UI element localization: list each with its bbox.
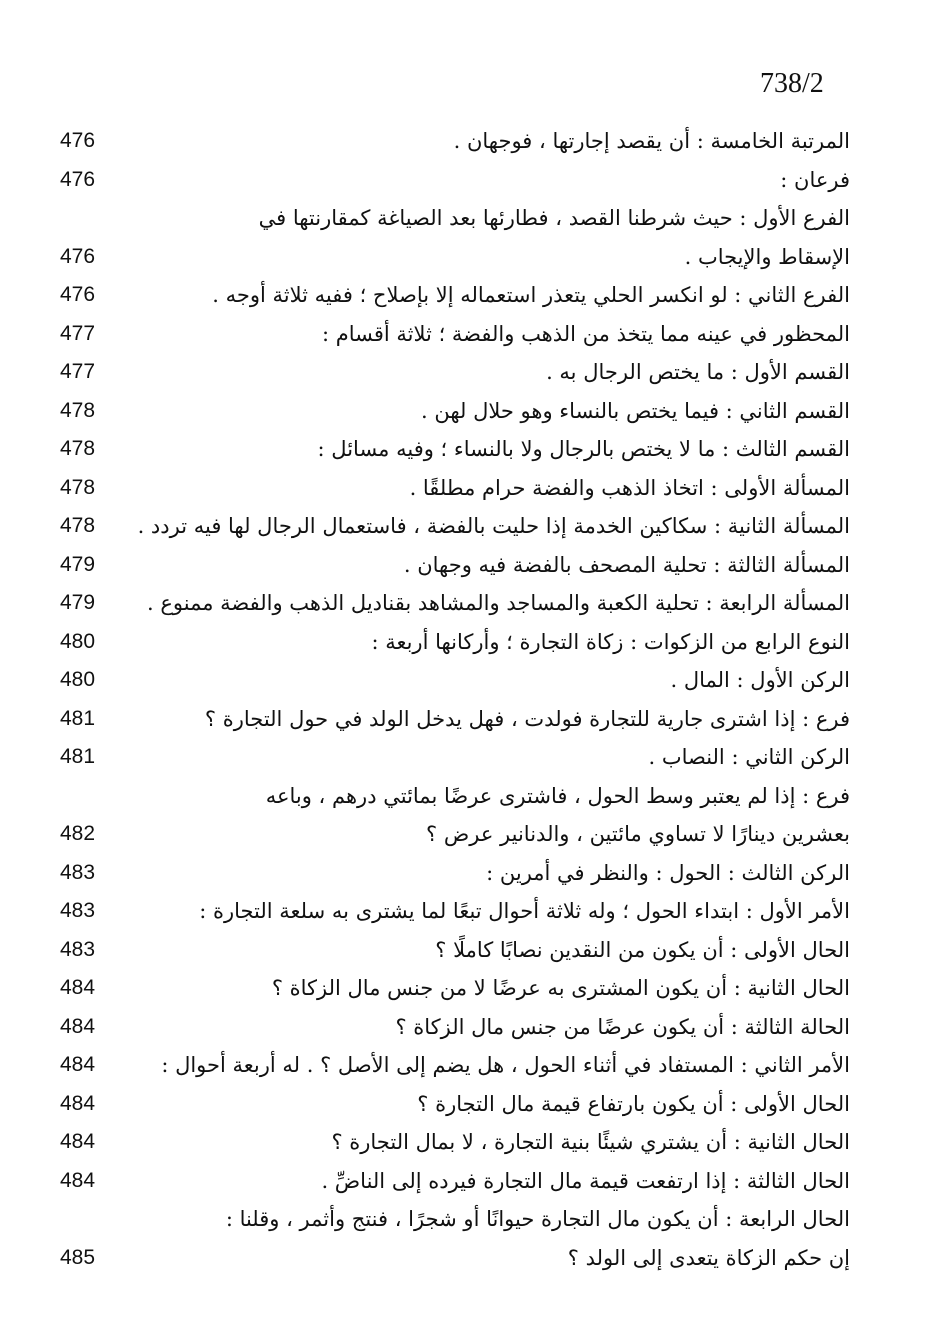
toc-entry-page-number: 483 [60, 860, 96, 884]
toc-entry-line: المرتبة الخامسة : أن يقصد إجارتها ، فوجهان . [453, 129, 850, 153]
toc-entry-line: المسألة الأولى : اتخاذ الذهب والفضة حرام مطلقًا . [409, 475, 850, 500]
toc-entry [60, 161, 850, 200]
toc-entry-line: الركن الأول : المال . [670, 668, 850, 692]
toc-entry-page-number: 476 [60, 283, 96, 306]
toc-entry-title [126, 1008, 850, 1047]
toc-entry-page-number: 479 [60, 552, 96, 576]
toc-entry-title [126, 546, 850, 585]
toc-entry-page-number: 484 [60, 1168, 96, 1192]
toc-entry-page-number: 484 [60, 1091, 96, 1115]
toc-entry-page-number: 484 [60, 1053, 96, 1076]
toc-entry-page-number: 477 [60, 321, 96, 345]
toc-entry-title [126, 1085, 850, 1124]
toc-entry-title [126, 469, 850, 508]
toc-entry [60, 392, 850, 431]
toc-entry [60, 353, 850, 392]
toc-entry [60, 276, 850, 315]
toc-entry [60, 1008, 850, 1047]
toc-entry-title [126, 623, 850, 662]
toc-entry-title [126, 700, 850, 739]
toc-entry-line: المسألة الثالثة : تحلية المصحف بالفضة فيه وجهان . [403, 552, 850, 577]
toc-entry-line: الحال الثانية : أن يكون المشترى به عرضًا لا من جنس مال الزكاة ؟ [271, 976, 850, 1000]
toc-entry [60, 854, 850, 893]
toc-entry-page-number: 476 [60, 167, 96, 191]
toc-entry-page-number: 476 [60, 129, 96, 152]
toc-entry-line: بعشرين دينارًا لا تساوي مائتين ، والدنانير عرض ؟ [426, 822, 850, 846]
toc-entry-page-number: 484 [60, 976, 96, 999]
toc-entry [60, 584, 850, 623]
toc-entry-line: الحالة الثالثة : أن يكون عرضًا من جنس مال الزكاة ؟ [395, 1014, 850, 1039]
toc-entry-title [126, 1046, 850, 1085]
toc-entry-line: الحال الثالثة : إذا ارتفعت قيمة مال التجارة فيرده إلى الناضِّ . [321, 1168, 850, 1193]
toc-entry-line: القسم الأول : ما يختص الرجال به . [546, 360, 850, 384]
toc-entry [60, 777, 850, 854]
toc-entry-page-number: 479 [60, 591, 96, 614]
toc-entry-title [126, 1162, 850, 1201]
toc-entry-page-number: 478 [60, 437, 96, 460]
toc-entry [60, 738, 850, 777]
toc-entry-line: الفرع الأول : حيث شرطنا القصد ، فطارئها بعد الصياغة كمقارنتها في [258, 206, 850, 230]
toc-entry-title [126, 507, 850, 546]
toc-entry-line: فرع : إذا اشترى جارية للتجارة فولدت ، فهل يدخل الولد في حول التجارة ؟ [204, 706, 850, 731]
toc-entry-page-number: 481 [60, 706, 96, 730]
toc-entry-title [126, 1200, 850, 1277]
toc-entry-title [126, 430, 850, 469]
toc-entry-line: فرعان : [780, 167, 850, 192]
toc-entry [60, 931, 850, 970]
toc-entry [60, 122, 850, 161]
toc-entry-line: المسألة الرابعة : تحلية الكعبة والمساجد والمشاهد بقناديل الذهب والفضة ممنوع . [147, 591, 850, 615]
toc-entry [60, 661, 850, 700]
toc-entry-line: الركن الثالث : الحول : والنظر في أمرين : [486, 860, 850, 885]
toc-entry-page-number: 480 [60, 629, 96, 653]
toc-entry-line: الأمر الأول : ابتداء الحول ؛ وله ثلاثة أحوال تبعًا لما يشترى به سلعة التجارة : [199, 899, 850, 923]
toc-entry-page-number: 483 [60, 937, 96, 961]
toc-entry-title [126, 854, 850, 893]
toc-entry-page-number: 476 [60, 244, 96, 268]
toc-entry [60, 469, 850, 508]
toc-entry-title [126, 353, 850, 392]
toc-entry [60, 1123, 850, 1162]
toc-entry-line: الفرع الثاني : لو انكسر الحلي يتعذر استعماله إلا بإصلاح ؛ ففيه ثلاثة أوجه . [212, 283, 850, 307]
toc-entry-title [126, 969, 850, 1008]
toc-entry-page-number: 481 [60, 745, 96, 768]
toc-entry-page-number: 482 [60, 822, 96, 845]
toc-entry [60, 315, 850, 354]
toc-entry-line: الإسقاط والإيجاب . [684, 244, 850, 269]
toc-entry-title [126, 892, 850, 931]
toc-entry-line: الحال الأولى : أن يكون من النقدين نصابًا كاملًا ؟ [435, 937, 850, 962]
toc-entry-page-number: 478 [60, 398, 96, 422]
toc-entry [60, 892, 850, 931]
toc-entry-title [126, 661, 850, 700]
toc-entry-line: الحال الثانية : أن يشتري شيئًا بنية التجارة ، لا بمال التجارة ؟ [331, 1130, 850, 1154]
toc-entry [60, 623, 850, 662]
toc-entry [60, 1200, 850, 1277]
toc-entry-line: الحال الرابعة : أن يكون مال التجارة حيوانًا أو شجرًا ، فنتج وأثمر ، وقلنا : [225, 1207, 850, 1231]
toc-entry [60, 969, 850, 1008]
toc-entry-line: الأمر الثاني : المستفاد في أثناء الحول ، هل يضم إلى الأصل ؟ . له أربعة أحوال : [161, 1053, 850, 1077]
toc-entry-title [126, 122, 850, 161]
toc-entry [60, 1162, 850, 1201]
toc-entry-page-number: 485 [60, 1245, 96, 1269]
table-of-contents [60, 122, 850, 1277]
toc-entry-page-number: 480 [60, 668, 96, 691]
toc-entry-page-number: 484 [60, 1130, 96, 1153]
toc-entry [60, 430, 850, 469]
toc-entry-title [126, 161, 850, 200]
toc-entry-title [126, 1123, 850, 1162]
toc-entry-line: إن حكم الزكاة يتعدى إلى الولد ؟ [567, 1245, 850, 1270]
toc-entry-line: الحال الأولى : أن يكون بارتفاع قيمة مال التجارة ؟ [417, 1091, 850, 1116]
toc-entry [60, 700, 850, 739]
toc-entry-title [126, 392, 850, 431]
toc-entry-title [126, 199, 850, 276]
toc-entry-page-number: 483 [60, 899, 96, 922]
toc-entry [60, 199, 850, 276]
toc-entry [60, 546, 850, 585]
toc-entry-page-number: 477 [60, 360, 96, 383]
toc-entry-line: المحظور في عينه مما يتخذ من الذهب والفضة ؛ ثلاثة أقسام : [321, 321, 850, 346]
toc-entry-title [126, 276, 850, 315]
toc-entry-line: النوع الرابع من الزكوات : زكاة التجارة ؛ وأركانها أربعة : [371, 629, 850, 654]
toc-entry-title [126, 931, 850, 970]
toc-entry-line: الركن الثاني : النصاب . [648, 745, 850, 769]
toc-entry-title [126, 738, 850, 777]
toc-entry-line: فرع : إذا لم يعتبر وسط الحول ، فاشترى عرضًا بمائتي درهم ، وباعه [265, 783, 850, 808]
toc-entry-line: القسم الثاني : فيما يختص بالنساء وهو حلال لهن . [421, 398, 850, 423]
toc-entry-line: القسم الثالث : ما لا يختص بالرجال ولا بالنساء ؛ وفيه مسائل : [317, 437, 850, 461]
toc-entry-page-number: 478 [60, 475, 96, 499]
toc-entry-title [126, 315, 850, 354]
page-number: 738/2 [760, 68, 824, 99]
toc-entry [60, 1085, 850, 1124]
toc-entry [60, 507, 850, 546]
toc-entry [60, 1046, 850, 1085]
toc-entry-title [126, 584, 850, 623]
toc-entry-page-number: 478 [60, 514, 96, 537]
toc-entry-line: المسألة الثانية : سكاكين الخدمة إذا حليت بالفضة ، فاستعمال الرجال لها فيه تردد . [137, 514, 850, 538]
toc-entry-title [126, 777, 850, 854]
toc-entry-page-number: 484 [60, 1014, 96, 1038]
